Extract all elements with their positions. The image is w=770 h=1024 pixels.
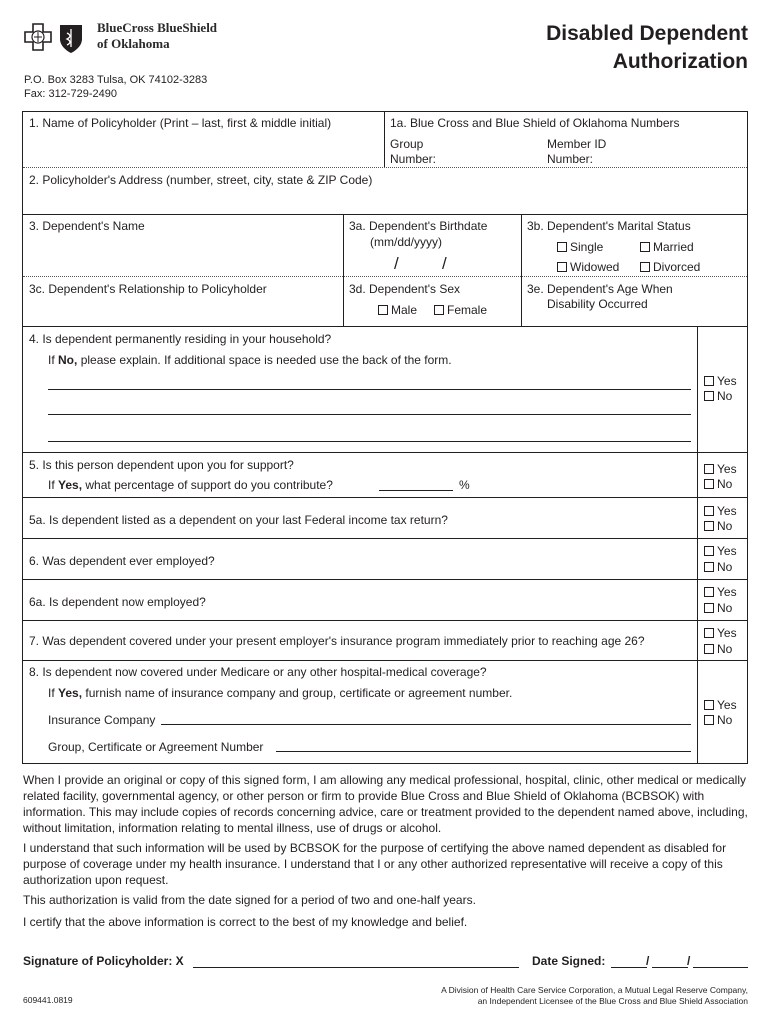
birthdate-label: 3a. Dependent's Birthdate: [349, 219, 488, 233]
female-checkbox[interactable]: [434, 303, 487, 317]
date-month-field[interactable]: [611, 967, 647, 968]
date-day-field[interactable]: [652, 967, 688, 968]
group-cert-field[interactable]: [276, 751, 691, 752]
fax-number: Fax: 312-729-2490: [24, 88, 117, 100]
q6a-text: 6a. Is dependent now employed?: [29, 595, 206, 609]
single-checkbox[interactable]: [557, 240, 603, 254]
divorced-label: Divorced: [653, 260, 701, 274]
q5-yes-checkbox[interactable]: Yes: [704, 462, 737, 476]
q8-text: 8. Is dependent now covered under Medicare or any other hospital-medical coverage?: [29, 665, 487, 679]
q6-text: 6. Was dependent ever employed?: [29, 554, 215, 568]
form-title-line1: Disabled Dependent: [546, 22, 748, 45]
single-label: Single: [570, 240, 604, 254]
bcbs-logo-icon: [22, 22, 92, 58]
birthdate-slash-2: /: [442, 254, 447, 273]
understanding-statement: I understand that such information will be used by BCBSOK for the purpose of certifying the above named dependent as disabled for purpose of coverage under my health insurance. I understand that I or any other authorized representative will receive a copy of this authorization upon request.: [23, 841, 727, 887]
female-label: Female: [447, 303, 488, 317]
group-cert-label: Group, Certificate or Agreement Number: [48, 740, 264, 754]
birthdate-format: (mm/dd/yyyy): [370, 235, 442, 249]
q7-text: 7. Was dependent covered under your present employer's insurance program immediately prior to reaching age 26?: [29, 634, 645, 648]
widowed-label: Widowed: [570, 260, 620, 274]
q5-percent-field[interactable]: [379, 490, 453, 491]
form-grid: [22, 111, 748, 764]
org-name-line1: BlueCross BlueShield: [97, 20, 218, 35]
married-checkbox[interactable]: [640, 240, 694, 254]
married-label: Married: [653, 240, 694, 254]
date-slash-2: /: [687, 954, 691, 968]
footer-line-2: an Independent Licensee of the Blue Cross and Blue Shield Association: [477, 996, 748, 1006]
member-id-field[interactable]: Number:: [547, 152, 594, 166]
validity-statement: This authorization is valid from the date signed for a period of two and one-half years.: [23, 893, 476, 907]
q5a-no-checkbox[interactable]: No: [704, 519, 732, 533]
relationship-field[interactable]: 3c. Dependent's Relationship to Policyholder: [29, 282, 267, 296]
certification-statement: I certify that the above information is correct to the best of my knowledge and belief.: [23, 915, 468, 929]
q4-no-checkbox[interactable]: No: [704, 389, 732, 403]
dependent-name-field[interactable]: 3. Dependent's Name: [29, 219, 145, 233]
q4-explain-line-2[interactable]: [48, 414, 691, 415]
policyholder-name-field[interactable]: 1. Name of Policyholder (Print – last, first & middle initial): [29, 116, 332, 130]
q8-instruction: If Yes, furnish name of insurance company and group, certificate or agreement number.: [48, 686, 513, 700]
q7-no-checkbox[interactable]: No: [704, 642, 732, 656]
logo: [22, 22, 92, 58]
form-number: 609441.0819: [23, 995, 73, 1005]
q6-yes-checkbox[interactable]: Yes: [704, 544, 737, 558]
q5a-text: 5a. Is dependent listed as a dependent on your last Federal income tax return?: [29, 513, 448, 527]
q5-instruction: If Yes, what percentage of support do you contribute?: [48, 478, 333, 492]
signature-label: Signature of Policyholder: X: [23, 954, 184, 968]
insurance-company-label: Insurance Company: [48, 713, 156, 727]
q4-text: 4. Is dependent permanently residing in your household?: [29, 332, 332, 346]
q5-no-checkbox[interactable]: No: [704, 477, 732, 491]
male-label: Male: [391, 303, 418, 317]
widowed-checkbox[interactable]: [557, 260, 619, 274]
q6a-no-checkbox[interactable]: No: [704, 601, 732, 615]
sex-label: 3d. Dependent's Sex: [349, 282, 461, 296]
marital-status-label: 3b. Dependent's Marital Status: [527, 219, 691, 233]
bcbsok-numbers-label: 1a. Blue Cross and Blue Shield of Oklahoma Numbers: [390, 116, 680, 130]
q5a-yes-checkbox[interactable]: Yes: [704, 504, 737, 518]
disability-age-label: 3e. Dependent's Age When: [527, 282, 673, 296]
date-slash-1: /: [646, 954, 650, 968]
q4-explain-line-1[interactable]: [48, 389, 691, 390]
q7-yes-checkbox[interactable]: Yes: [704, 626, 737, 640]
group-number-label: Group: [390, 137, 424, 151]
q8-no-checkbox[interactable]: No: [704, 713, 732, 727]
org-name-line2: of Oklahoma: [97, 36, 170, 51]
birthdate-slash-1: /: [394, 254, 399, 273]
q4-explain-line-3[interactable]: [48, 441, 691, 442]
member-id-label: Member ID: [547, 137, 607, 151]
q4-yes-checkbox[interactable]: Yes: [704, 374, 737, 388]
date-signed-label: Date Signed:: [532, 954, 606, 968]
divorced-checkbox[interactable]: [640, 260, 700, 274]
signature-field[interactable]: [193, 967, 519, 968]
policyholder-address-field[interactable]: 2. Policyholder's Address (number, street, city, state & ZIP Code): [29, 173, 373, 187]
insurance-company-field[interactable]: [161, 724, 691, 725]
q4-instruction: If No, please explain. If additional space is needed use the back of the form.: [48, 353, 452, 367]
disability-age-field[interactable]: Disability Occurred: [547, 297, 648, 311]
mailing-address: P.O. Box 3283 Tulsa, OK 74102-3283: [24, 74, 208, 86]
date-year-field[interactable]: [693, 967, 748, 968]
q6a-yes-checkbox[interactable]: Yes: [704, 585, 737, 599]
male-checkbox[interactable]: [378, 303, 417, 317]
q5-percent-sign: %: [459, 478, 470, 492]
form-title-line2: Authorization: [612, 50, 748, 73]
authorization-statement: When I provide an original or copy of this signed form, I am allowing any medical professional, hospital, clinic, other medical or medically related facility, governmental agency, or other person or firm to provide Blue Cross and Blue Shield of Oklahoma (BCBSOK) with information. This may include copies of records concerning advice, care or treatment provided to the dependent named above, including, without limitation, information relating to mental illness, use of drugs or alcohol.: [23, 773, 748, 835]
q5-text: 5. Is this person dependent upon you for support?: [29, 458, 294, 472]
q6-no-checkbox[interactable]: No: [704, 560, 732, 574]
group-number-field[interactable]: Number:: [390, 152, 437, 166]
footer-line-1: A Division of Health Care Service Corporation, a Mutual Legal Reserve Company,: [441, 985, 748, 995]
q8-yes-checkbox[interactable]: Yes: [704, 698, 737, 712]
